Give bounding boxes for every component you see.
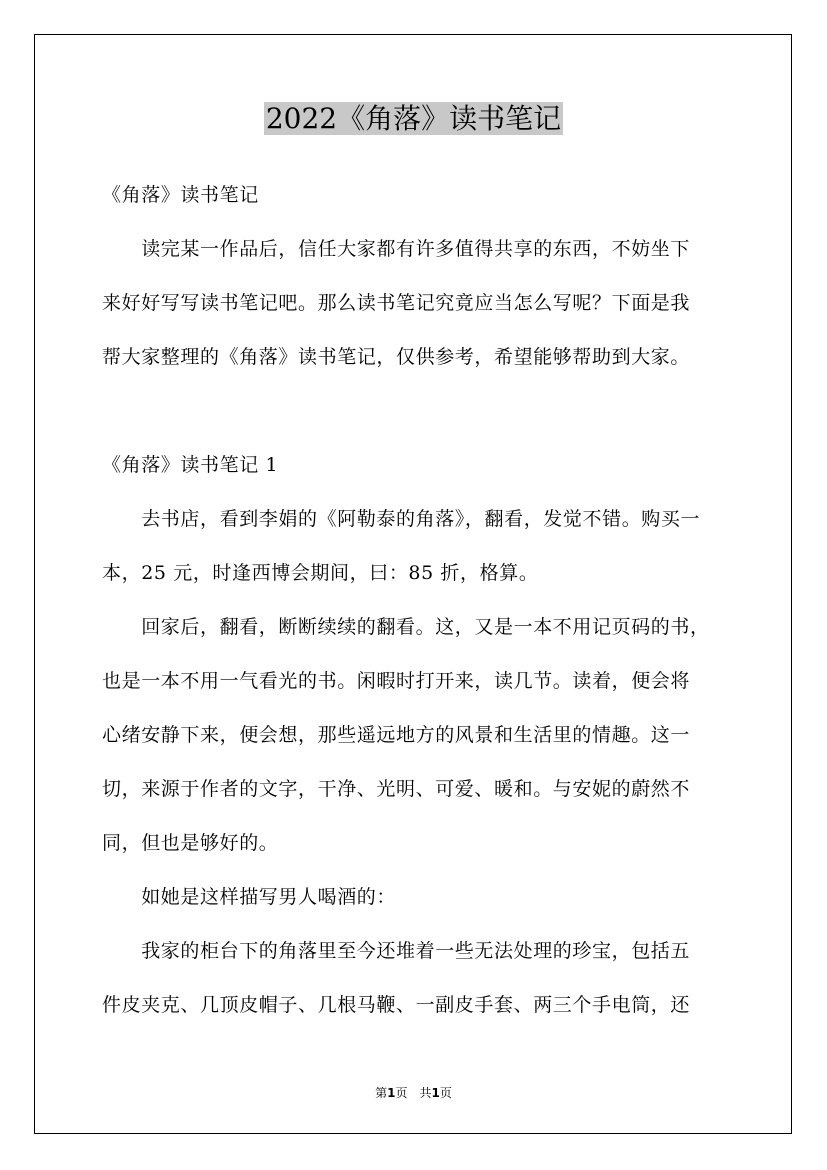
text-line: 件皮夹克、几顶皮帽子、几根马鞭、一副皮手套、两三个手电筒，还 <box>102 994 691 1016</box>
footer-page-number: 1 <box>387 1086 396 1100</box>
footer-page-prefix: 第 <box>375 1086 388 1100</box>
text-line: 切，来源于作者的文字，干净、光明、可爱、暖和。与安妮的蔚然不 <box>102 778 691 800</box>
document-title <box>0 98 827 140</box>
text-line: 我家的柜台下的角落里至今还堆着一些无法处理的珍宝，包括五 <box>102 940 691 962</box>
text-line: 帮大家整理的《角落》读书笔记，仅供参考，希望能够帮助到大家。 <box>102 346 691 368</box>
footer-total-suffix: 页 <box>439 1086 452 1100</box>
text-line: 读完某一作品后，信任大家都有许多值得共享的东西，不妨坐下 <box>102 238 691 260</box>
text-line: 《角落》读书笔记 <box>102 184 259 206</box>
text-line: 来好好写写读书笔记吧。那么读书笔记究竟应当怎么写呢？下面是我 <box>102 292 691 314</box>
text-line: 回家后，翻看，断断续续的翻看。这，又是一本不用记页码的书， <box>102 616 710 638</box>
footer-page-suffix: 页 共 <box>395 1086 432 1100</box>
footer-total-pages: 1 <box>431 1086 440 1100</box>
section-heading: 《角落》读书笔记 1 <box>102 454 279 476</box>
text-line: 心绪安静下来，便会想，那些遥远地方的风景和生活里的情趣。这一 <box>102 724 691 746</box>
text-line: 如她是这样描写男人喝酒的： <box>102 886 397 908</box>
text-line: 去书店，看到李娟的《阿勒泰的角落》，翻看，发觉不错。购买一 <box>102 508 701 530</box>
text-line: 也是一本不用一气看光的书。闲暇时打开来，读几节。读着，便会将 <box>102 670 691 692</box>
document-title-text: 2022《角落》读书笔记 <box>265 102 562 135</box>
page-footer <box>0 1084 827 1101</box>
text-line: 同，但也是够好的。 <box>102 832 279 854</box>
text-line: 本，25 元，时逢西博会期间，曰：85 折，格算。 <box>102 562 539 584</box>
